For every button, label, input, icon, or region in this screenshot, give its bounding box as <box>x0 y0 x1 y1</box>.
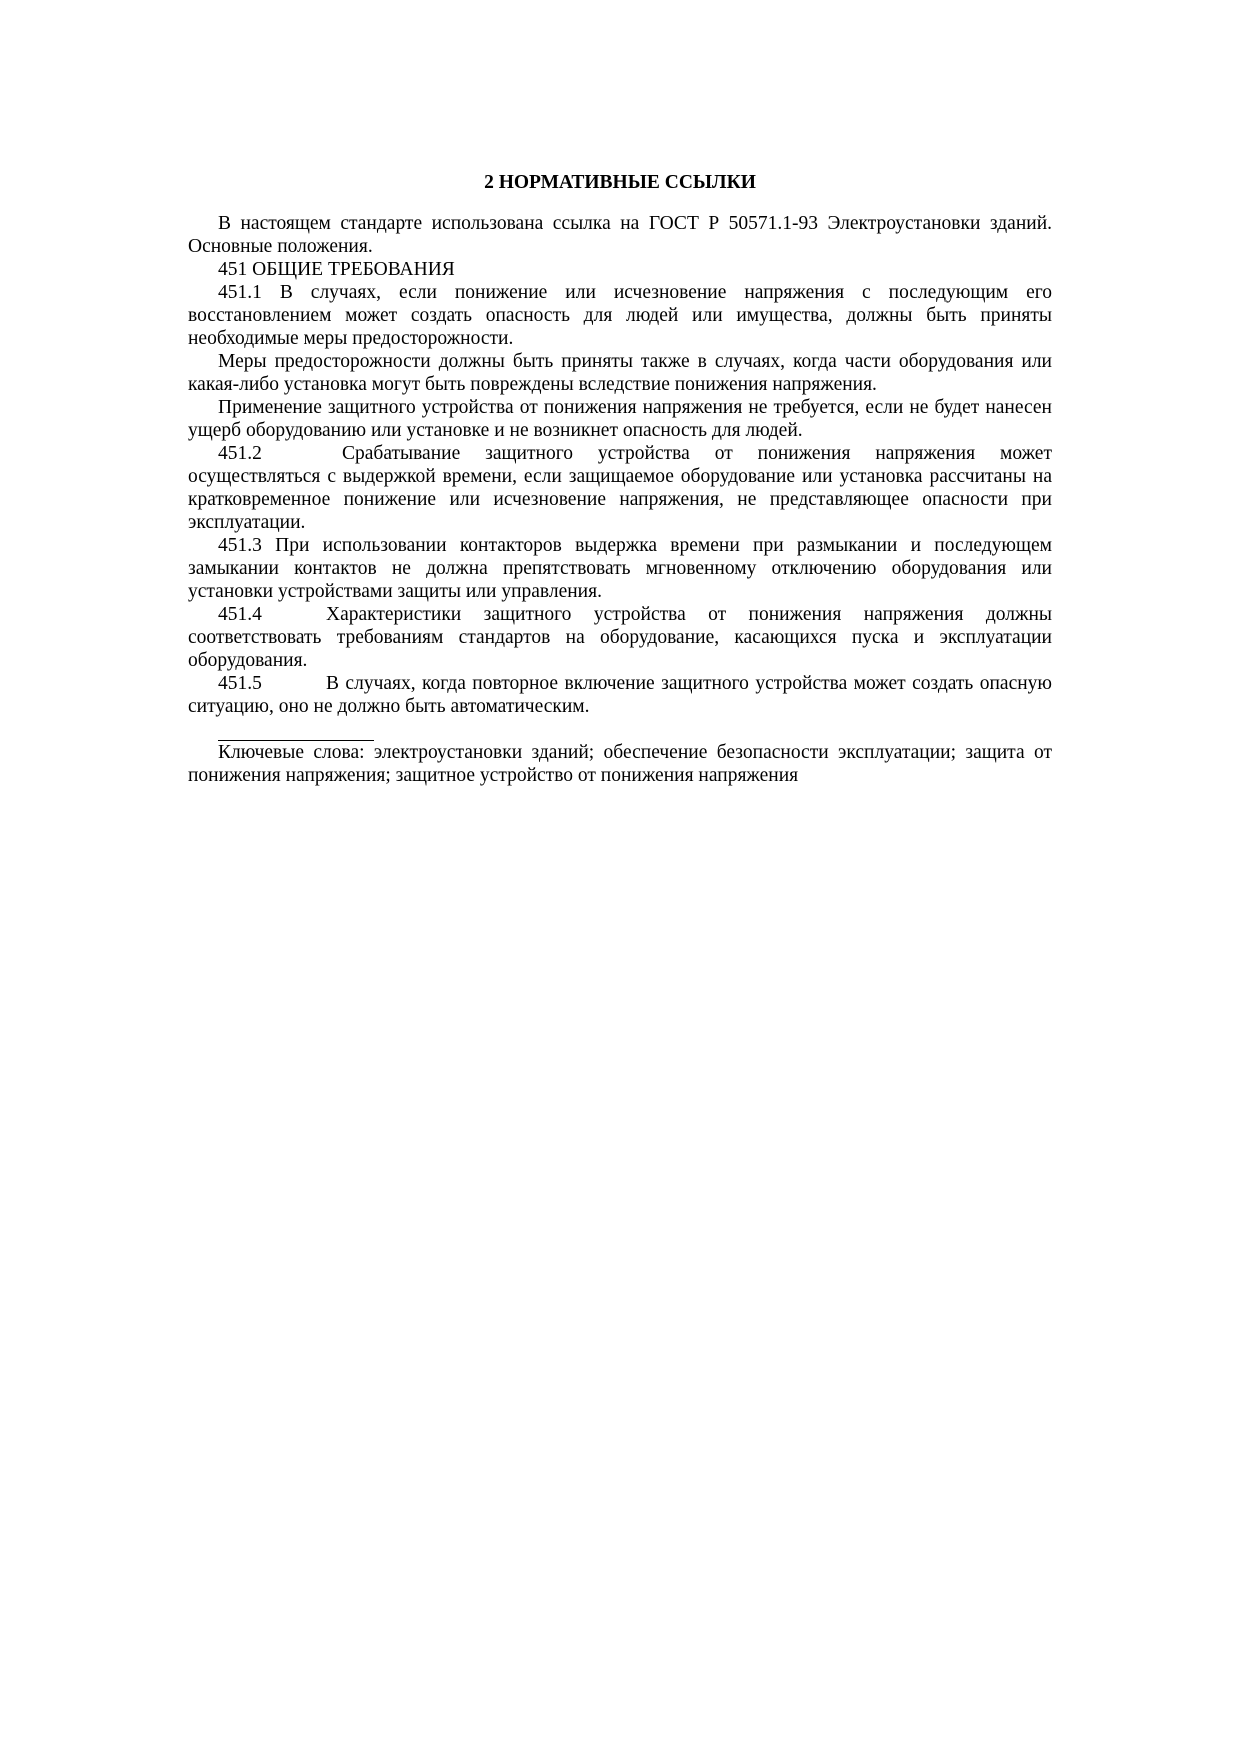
keywords-separator-line <box>218 730 374 741</box>
paragraph-451-1-precautions: Меры предосторожности должны быть приняты также в случаях, когда части оборудования или какая-либо установка могут быть повреждены вследствие понижения напряжения. <box>188 351 1052 395</box>
paragraph-451-1-not-required: Применение защитного устройства от понижения напряжения не требуется, если не будет нанесен ущерб оборудованию или установке и не возникнет опасность для людей. <box>188 397 1052 441</box>
clause-text-451-2: Срабатывание защитного устройства от понижения напряжения может осуществляться с выдержкой времени, если защищаемое оборудование или установка рассчитаны на кратковременное понижение или исчезновение напряжения, не представляющее опасности при эксплуатации. <box>188 443 1052 533</box>
paragraph-normative-reference: В настоящем стандарте использована ссылка на ГОСТ Р 50571.1-93 Электроустановки зданий. Основные положения. <box>188 213 1052 257</box>
clause-number-451-2: 451.2 <box>218 443 262 464</box>
paragraph-451-1: 451.1 В случаях, если понижение или исчезновение напряжения с последующим его восстановлением может создать опасность для людей или имущества, должны быть приняты необходимые меры предосторожности. <box>188 282 1052 349</box>
section-title-451: 451 ОБЩИЕ ТРЕБОВАНИЯ <box>218 259 455 280</box>
paragraph-451-2 <box>188 442 1052 534</box>
clause-text-451-4: Характеристики защитного устройства от понижения напряжения должны соответствовать требованиям стандартов на оборудование, касающихся пуска и эксплуатации оборудования. <box>188 604 1052 671</box>
paragraph-451-3: 451.3 При использовании контакторов выдержка времени при размыкании и последующем замыкании контактов не должна препятствовать мгновенному отключению оборудования или установки устройствами защиты или управления. <box>188 535 1052 602</box>
clause-number-451-4: 451.4 <box>218 604 262 625</box>
paragraph-451-4 <box>188 603 1052 672</box>
section-heading: 2 НОРМАТИВНЫЕ ССЫЛКИ <box>484 172 756 193</box>
keywords-paragraph: Ключевые слова: электроустановки зданий; обеспечение безопасности эксплуатации; защита от понижения напряжения; защитное устройство от понижения напряжения <box>188 742 1052 786</box>
clause-text-451-5: В случаях, когда повторное включение защитного устройства может создать опасную ситуацию, оно не должно быть автоматическим. <box>188 673 1052 717</box>
clause-number-451-5: 451.5 <box>218 673 262 694</box>
document-page <box>188 168 1052 787</box>
paragraph-451-5 <box>188 672 1052 718</box>
